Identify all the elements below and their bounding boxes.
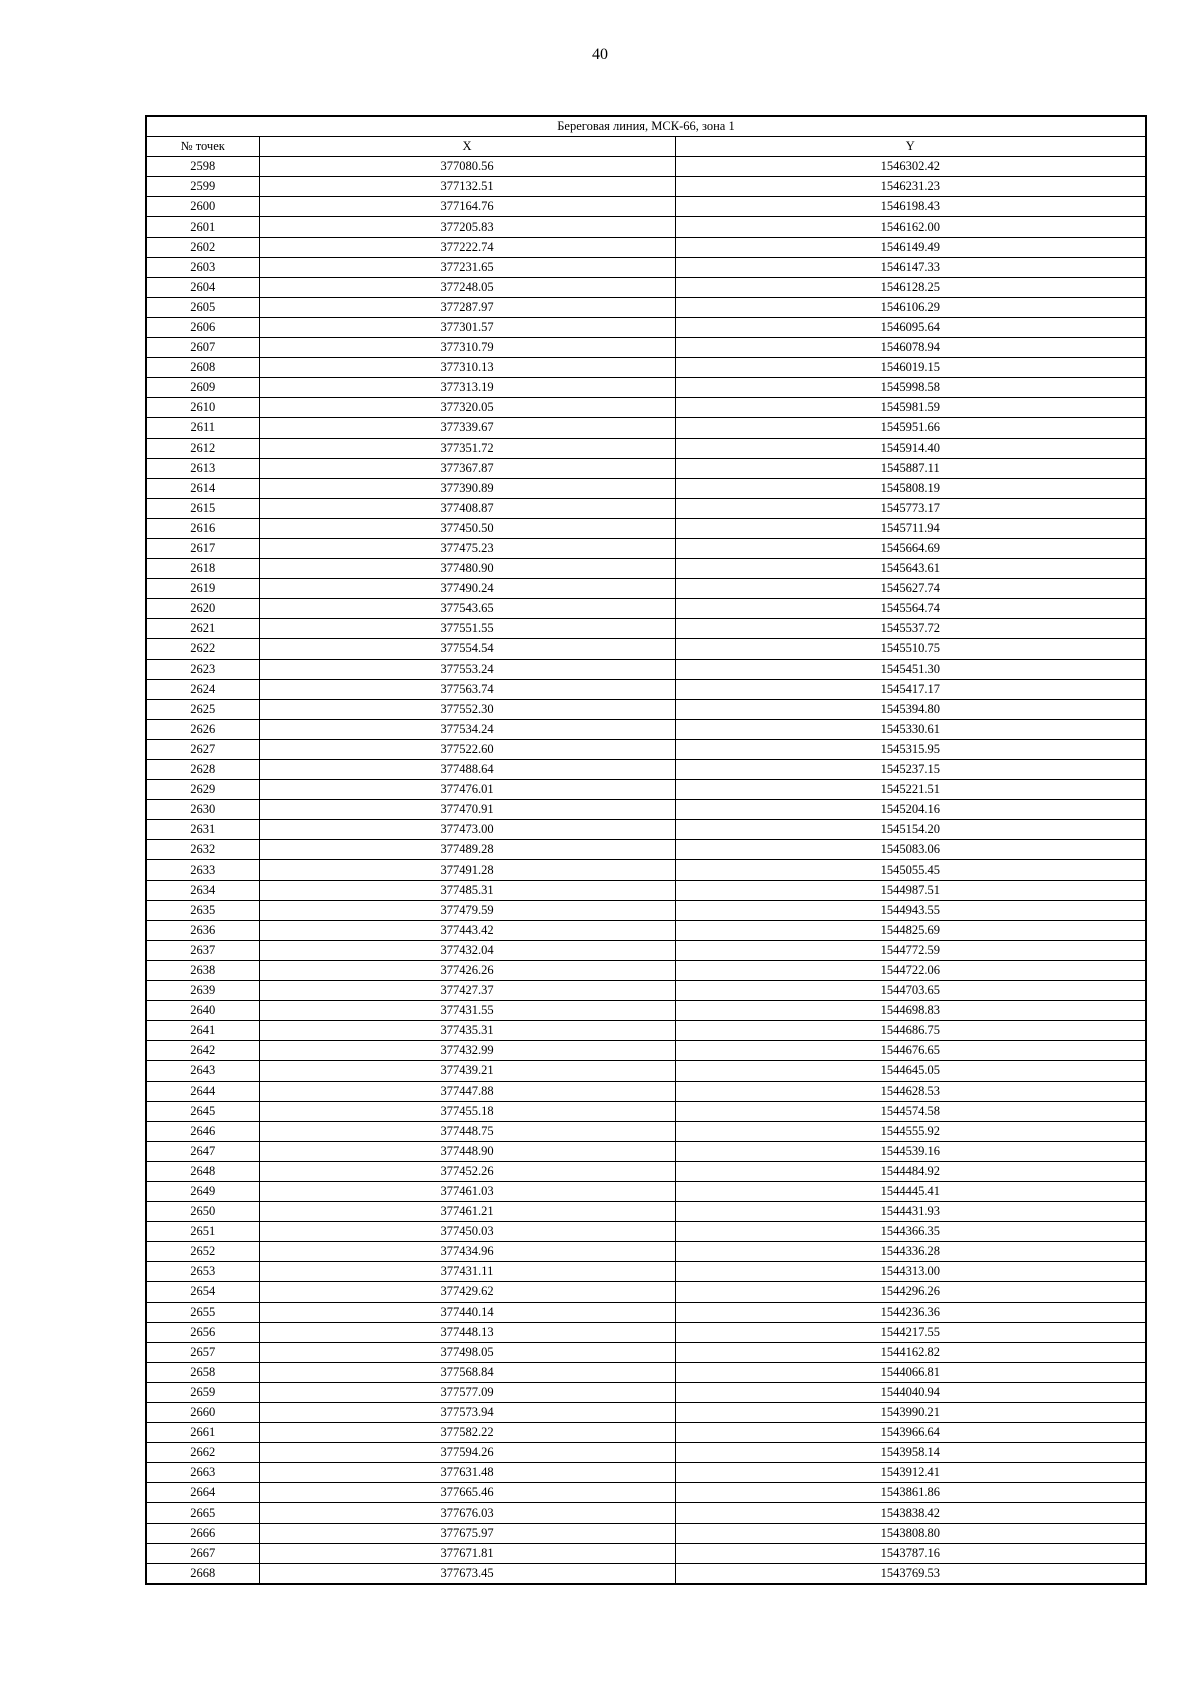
cell-x: 377452.26 [259,1161,675,1181]
table-row [146,317,1146,337]
table-row [146,579,1146,599]
cell-point-number: 2639 [146,981,259,1001]
cell-y: 1545237.15 [675,760,1146,780]
cell-y: 1544825.69 [675,920,1146,940]
table-row [146,257,1146,277]
cell-x: 377491.28 [259,860,675,880]
table-row [146,157,1146,177]
table-row [146,1523,1146,1543]
cell-y: 1543808.80 [675,1523,1146,1543]
cell-x: 377552.30 [259,699,675,719]
table-row [146,1382,1146,1402]
table-row [146,498,1146,518]
cell-y: 1544555.92 [675,1121,1146,1141]
cell-y: 1546128.25 [675,277,1146,297]
cell-y: 1545643.61 [675,559,1146,579]
cell-y: 1546302.42 [675,157,1146,177]
cell-x: 377479.59 [259,900,675,920]
table-row [146,1563,1146,1584]
table-row [146,398,1146,418]
cell-x: 377448.90 [259,1141,675,1161]
table-row [146,1001,1146,1021]
cell-x: 377470.91 [259,800,675,820]
cell-x: 377485.31 [259,880,675,900]
cell-point-number: 2600 [146,197,259,217]
cell-x: 377543.65 [259,599,675,619]
cell-x: 377390.89 [259,478,675,498]
cell-y: 1546231.23 [675,177,1146,197]
cell-x: 377534.24 [259,719,675,739]
cell-x: 377429.62 [259,1282,675,1302]
cell-x: 377435.31 [259,1021,675,1041]
cell-point-number: 2635 [146,900,259,920]
coordinates-table [145,115,1147,1585]
cell-y: 1545417.17 [675,679,1146,699]
cell-y: 1544676.65 [675,1041,1146,1061]
cell-x: 377080.56 [259,157,675,177]
cell-x: 377671.81 [259,1543,675,1563]
table-row [146,1202,1146,1222]
cell-point-number: 2609 [146,378,259,398]
cell-y: 1544366.35 [675,1222,1146,1242]
cell-x: 377594.26 [259,1443,675,1463]
table-row [146,197,1146,217]
cell-y: 1543838.42 [675,1503,1146,1523]
table-title-row [146,116,1146,137]
table-row [146,1423,1146,1443]
cell-point-number: 2643 [146,1061,259,1081]
cell-point-number: 2662 [146,1443,259,1463]
table-row [146,739,1146,759]
cell-point-number: 2634 [146,880,259,900]
cell-y: 1546078.94 [675,338,1146,358]
cell-y: 1545998.58 [675,378,1146,398]
cell-x: 377222.74 [259,237,675,257]
table-row [146,217,1146,237]
table-row [146,1483,1146,1503]
cell-point-number: 2661 [146,1423,259,1443]
cell-point-number: 2627 [146,739,259,759]
table-row [146,297,1146,317]
page-number: 40 [592,46,608,63]
cell-x: 377461.03 [259,1181,675,1201]
cell-x: 377205.83 [259,217,675,237]
table-row [146,1342,1146,1362]
cell-x: 377480.90 [259,559,675,579]
column-header-x: X [259,137,675,157]
cell-point-number: 2625 [146,699,259,719]
cell-x: 377553.24 [259,659,675,679]
cell-x: 377367.87 [259,458,675,478]
cell-point-number: 2630 [146,800,259,820]
cell-y: 1543990.21 [675,1403,1146,1423]
cell-point-number: 2641 [146,1021,259,1041]
table-row [146,358,1146,378]
table-row [146,1443,1146,1463]
cell-y: 1544943.55 [675,900,1146,920]
cell-point-number: 2664 [146,1483,259,1503]
cell-point-number: 2656 [146,1322,259,1342]
cell-y: 1544539.16 [675,1141,1146,1161]
cell-point-number: 2620 [146,599,259,619]
cell-x: 377351.72 [259,438,675,458]
table-row [146,1041,1146,1061]
table-row [146,438,1146,458]
cell-x: 377287.97 [259,297,675,317]
table-row [146,1503,1146,1523]
column-header-y: Y [675,137,1146,157]
cell-y: 1545564.74 [675,599,1146,619]
table-row [146,1181,1146,1201]
cell-x: 377450.03 [259,1222,675,1242]
table-row [146,820,1146,840]
cell-point-number: 2610 [146,398,259,418]
cell-point-number: 2621 [146,619,259,639]
cell-y: 1544574.58 [675,1101,1146,1121]
cell-x: 377439.21 [259,1061,675,1081]
cell-x: 377522.60 [259,739,675,759]
cell-x: 377313.19 [259,378,675,398]
cell-y: 1545394.80 [675,699,1146,719]
table-row [146,960,1146,980]
cell-y: 1546106.29 [675,297,1146,317]
cell-point-number: 2647 [146,1141,259,1161]
cell-x: 377448.13 [259,1322,675,1342]
cell-x: 377489.28 [259,840,675,860]
cell-x: 377490.24 [259,579,675,599]
cell-y: 1544686.75 [675,1021,1146,1041]
cell-y: 1545627.74 [675,579,1146,599]
table-row [146,619,1146,639]
table-row [146,1242,1146,1262]
cell-y: 1545315.95 [675,739,1146,759]
table-row [146,981,1146,1001]
cell-y: 1544628.53 [675,1081,1146,1101]
cell-point-number: 2613 [146,458,259,478]
cell-x: 377431.11 [259,1262,675,1282]
cell-point-number: 2605 [146,297,259,317]
table-row [146,1362,1146,1382]
cell-point-number: 2644 [146,1081,259,1101]
cell-y: 1544313.00 [675,1262,1146,1282]
table-row [146,1121,1146,1141]
table-row [146,518,1146,538]
cell-x: 377132.51 [259,177,675,197]
cell-x: 377665.46 [259,1483,675,1503]
cell-point-number: 2642 [146,1041,259,1061]
cell-x: 377488.64 [259,760,675,780]
cell-x: 377475.23 [259,538,675,558]
cell-point-number: 2632 [146,840,259,860]
cell-point-number: 2638 [146,960,259,980]
cell-y: 1545154.20 [675,820,1146,840]
cell-x: 377476.01 [259,780,675,800]
table-row [146,1141,1146,1161]
cell-x: 377450.50 [259,518,675,538]
cell-y: 1546149.49 [675,237,1146,257]
table-row [146,1061,1146,1081]
cell-x: 377461.21 [259,1202,675,1222]
cell-point-number: 2601 [146,217,259,237]
cell-point-number: 2660 [146,1403,259,1423]
cell-x: 377498.05 [259,1342,675,1362]
table-row [146,840,1146,860]
cell-x: 377408.87 [259,498,675,518]
table-row [146,880,1146,900]
table-row [146,920,1146,940]
cell-point-number: 2655 [146,1302,259,1322]
cell-point-number: 2617 [146,538,259,558]
cell-y: 1545083.06 [675,840,1146,860]
table-row [146,1543,1146,1563]
cell-y: 1544217.55 [675,1322,1146,1342]
table-row [146,900,1146,920]
cell-y: 1544066.81 [675,1362,1146,1382]
cell-point-number: 2607 [146,338,259,358]
cell-x: 377434.96 [259,1242,675,1262]
cell-x: 377568.84 [259,1362,675,1382]
cell-y: 1546095.64 [675,317,1146,337]
cell-point-number: 2598 [146,157,259,177]
cell-point-number: 2622 [146,639,259,659]
cell-point-number: 2629 [146,780,259,800]
cell-x: 377426.26 [259,960,675,980]
cell-x: 377455.18 [259,1101,675,1121]
table-row [146,458,1146,478]
cell-x: 377554.54 [259,639,675,659]
cell-point-number: 2650 [146,1202,259,1222]
table-row [146,1161,1146,1181]
column-header-point-number: № точек [146,137,259,157]
cell-x: 377432.99 [259,1041,675,1061]
cell-point-number: 2640 [146,1001,259,1021]
cell-point-number: 2666 [146,1523,259,1543]
cell-point-number: 2654 [146,1282,259,1302]
cell-point-number: 2604 [146,277,259,297]
cell-y: 1545510.75 [675,639,1146,659]
cell-y: 1545664.69 [675,538,1146,558]
table-row [146,940,1146,960]
cell-y: 1544431.93 [675,1202,1146,1222]
cell-point-number: 2626 [146,719,259,739]
table-row [146,1302,1146,1322]
cell-y: 1543912.41 [675,1463,1146,1483]
table-row [146,860,1146,880]
cell-x: 377631.48 [259,1463,675,1483]
cell-y: 1546162.00 [675,217,1146,237]
cell-point-number: 2599 [146,177,259,197]
table-row [146,1403,1146,1423]
cell-x: 377675.97 [259,1523,675,1543]
table-row [146,177,1146,197]
table-row [146,338,1146,358]
table-row [146,1021,1146,1041]
cell-x: 377448.75 [259,1121,675,1141]
table-row [146,639,1146,659]
cell-point-number: 2657 [146,1342,259,1362]
cell-y: 1545981.59 [675,398,1146,418]
cell-y: 1546147.33 [675,257,1146,277]
cell-y: 1543769.53 [675,1563,1146,1584]
cell-x: 377231.65 [259,257,675,277]
table-title: Береговая линия, МСК-66, зона 1 [146,116,1146,137]
cell-y: 1546019.15 [675,358,1146,378]
cell-point-number: 2606 [146,317,259,337]
cell-point-number: 2652 [146,1242,259,1262]
cell-x: 377164.76 [259,197,675,217]
cell-y: 1544236.36 [675,1302,1146,1322]
table-row [146,237,1146,257]
cell-x: 377582.22 [259,1423,675,1443]
cell-point-number: 2624 [146,679,259,699]
cell-x: 377573.94 [259,1403,675,1423]
cell-y: 1544698.83 [675,1001,1146,1021]
cell-point-number: 2645 [146,1101,259,1121]
cell-x: 377563.74 [259,679,675,699]
cell-point-number: 2614 [146,478,259,498]
table-row [146,699,1146,719]
cell-y: 1544445.41 [675,1181,1146,1201]
cell-x: 377473.00 [259,820,675,840]
table-row [146,719,1146,739]
cell-point-number: 2631 [146,820,259,840]
cell-y: 1544484.92 [675,1161,1146,1181]
cell-y: 1544645.05 [675,1061,1146,1081]
cell-x: 377301.57 [259,317,675,337]
table-row [146,1081,1146,1101]
cell-point-number: 2648 [146,1161,259,1181]
table-row [146,378,1146,398]
table-row [146,1101,1146,1121]
cell-y: 1544703.65 [675,981,1146,1001]
cell-x: 377432.04 [259,940,675,960]
cell-y: 1544772.59 [675,940,1146,960]
cell-y: 1545537.72 [675,619,1146,639]
cell-x: 377673.45 [259,1563,675,1584]
cell-y: 1546198.43 [675,197,1146,217]
cell-y: 1545914.40 [675,438,1146,458]
table-row [146,780,1146,800]
cell-y: 1544040.94 [675,1382,1146,1402]
table-row [146,679,1146,699]
cell-point-number: 2618 [146,559,259,579]
cell-x: 377427.37 [259,981,675,1001]
cell-point-number: 2668 [146,1563,259,1584]
cell-point-number: 2637 [146,940,259,960]
cell-y: 1545887.11 [675,458,1146,478]
cell-y: 1544336.28 [675,1242,1146,1262]
cell-point-number: 2658 [146,1362,259,1382]
table-row [146,599,1146,619]
cell-y: 1545204.16 [675,800,1146,820]
cell-point-number: 2633 [146,860,259,880]
cell-point-number: 2619 [146,579,259,599]
table-header-row [146,137,1146,157]
cell-point-number: 2649 [146,1181,259,1201]
cell-y: 1543861.86 [675,1483,1146,1503]
cell-y: 1543958.14 [675,1443,1146,1463]
cell-y: 1544722.06 [675,960,1146,980]
cell-y: 1545451.30 [675,659,1146,679]
cell-point-number: 2667 [146,1543,259,1563]
table-row [146,659,1146,679]
cell-point-number: 2646 [146,1121,259,1141]
cell-x: 377447.88 [259,1081,675,1101]
cell-x: 377676.03 [259,1503,675,1523]
cell-y: 1545221.51 [675,780,1146,800]
table-row [146,559,1146,579]
cell-x: 377440.14 [259,1302,675,1322]
cell-point-number: 2602 [146,237,259,257]
table-row [146,1222,1146,1242]
cell-y: 1545951.66 [675,418,1146,438]
table-row [146,760,1146,780]
cell-x: 377551.55 [259,619,675,639]
cell-y: 1544162.82 [675,1342,1146,1362]
cell-x: 377577.09 [259,1382,675,1402]
cell-x: 377339.67 [259,418,675,438]
cell-y: 1545330.61 [675,719,1146,739]
cell-x: 377310.79 [259,338,675,358]
cell-x: 377248.05 [259,277,675,297]
table-row [146,1322,1146,1342]
cell-y: 1545711.94 [675,518,1146,538]
cell-y: 1545773.17 [675,498,1146,518]
table-body [146,157,1146,1584]
cell-point-number: 2628 [146,760,259,780]
cell-x: 377443.42 [259,920,675,940]
cell-point-number: 2623 [146,659,259,679]
cell-point-number: 2659 [146,1382,259,1402]
cell-point-number: 2608 [146,358,259,378]
cell-point-number: 2611 [146,418,259,438]
table-row [146,538,1146,558]
table-row [146,1262,1146,1282]
table-row [146,1463,1146,1483]
table-row [146,1282,1146,1302]
cell-y: 1543966.64 [675,1423,1146,1443]
cell-x: 377320.05 [259,398,675,418]
cell-y: 1544987.51 [675,880,1146,900]
table-row [146,478,1146,498]
cell-point-number: 2665 [146,1503,259,1523]
cell-point-number: 2663 [146,1463,259,1483]
cell-y: 1544296.26 [675,1282,1146,1302]
cell-x: 377431.55 [259,1001,675,1021]
table-row [146,800,1146,820]
cell-point-number: 2615 [146,498,259,518]
cell-point-number: 2612 [146,438,259,458]
cell-y: 1545808.19 [675,478,1146,498]
cell-point-number: 2603 [146,257,259,277]
cell-point-number: 2651 [146,1222,259,1242]
cell-point-number: 2616 [146,518,259,538]
cell-y: 1543787.16 [675,1543,1146,1563]
table-row [146,418,1146,438]
cell-point-number: 2636 [146,920,259,940]
cell-x: 377310.13 [259,358,675,378]
table-row [146,277,1146,297]
cell-point-number: 2653 [146,1262,259,1282]
cell-y: 1545055.45 [675,860,1146,880]
